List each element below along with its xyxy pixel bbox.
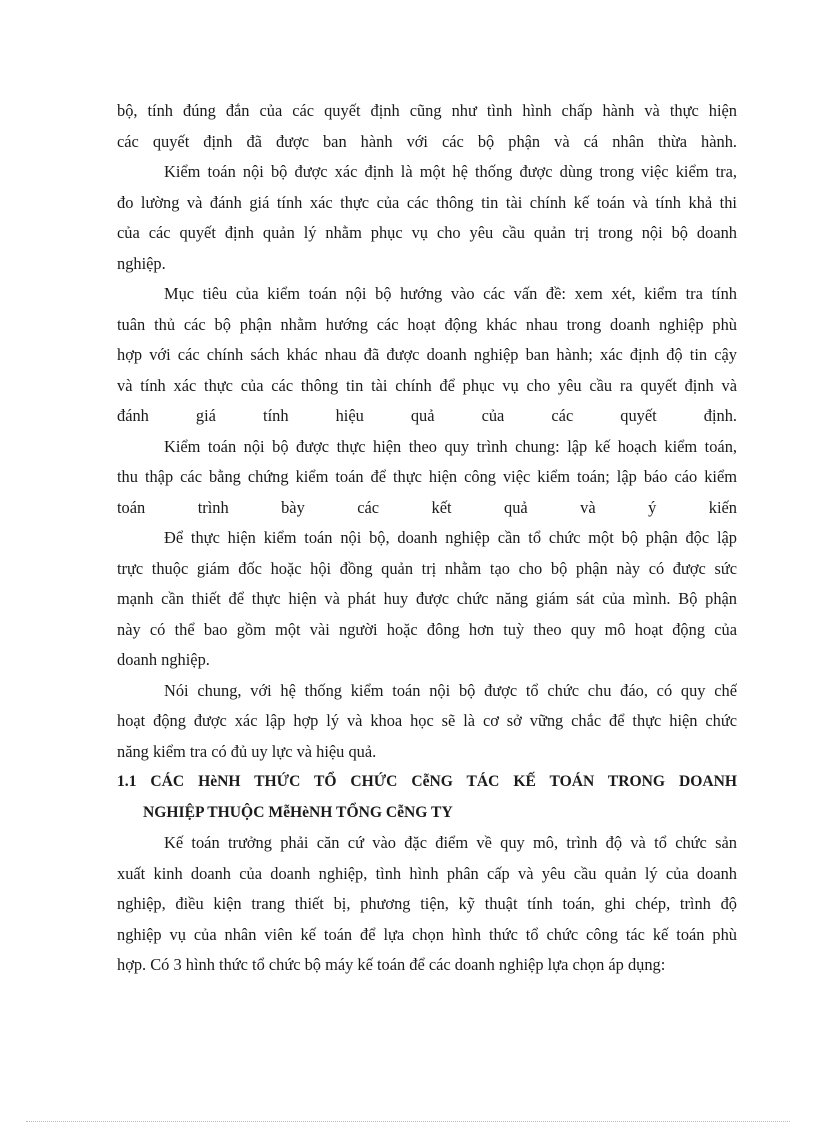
text-line: đánh giá tính hiệu quả của các quyết định.	[117, 406, 737, 425]
paragraph-internal-audit-definition	[117, 157, 737, 279]
text-line: xuất kinh doanh của doanh nghiệp, tình hình phân cấp và yêu cầu quản lý của doanh	[117, 863, 737, 883]
text-line: Mục tiêu của kiểm toán nội bộ hướng vào các vấn đề: xem xét, kiểm tra tính	[164, 284, 737, 303]
text-line: trực thuộc giám đốc hoặc hội đồng quản trị nhằm tạo cho bộ phận này có được sức	[117, 558, 737, 578]
text-line: tuân thủ các bộ phận nhằm hướng các hoạt động khác nhau trong doanh nghiệp phù	[117, 314, 737, 334]
heading-line: NGHIỆP THUỘC MễHèNH TỔNG CễNG TY	[143, 803, 453, 821]
section-heading	[117, 767, 737, 828]
paragraph-scope-continuation	[117, 96, 737, 157]
text-line: Kiểm toán nội bộ được thực hiện theo quy trình chung: lập kế hoạch kiểm toán,	[164, 436, 737, 456]
text-line: toán trình bày các kết quả và ý kiến	[117, 497, 737, 517]
text-line: đo lường và đánh giá tính xác thực của các thông tin tài chính kế toán và tính khả thi	[117, 192, 737, 212]
text-line: các quyết định đã được ban hành với các bộ phận và cá nhân thừa hành.	[117, 131, 737, 151]
text-line: bộ, tính đúng đắn của các quyết định cũng như tình hình chấp hành và thực hiện	[117, 101, 737, 120]
text-line: Kiểm toán nội bộ được xác định là một hệ thống được dùng trong việc kiểm tra,	[164, 162, 737, 181]
text-line: Để thực hiện kiểm toán nội bộ, doanh nghiệp cần tổ chức một bộ phận độc lập	[164, 528, 737, 547]
text-line: và tính xác thực của các thông tin tài chính để phục vụ cho yêu cầu ra quyết định và	[117, 375, 737, 395]
page-body	[117, 96, 737, 981]
text-line: thu thập các bằng chứng kiểm toán để thực hiện công việc kiểm toán; lập báo cáo kiểm	[117, 467, 737, 486]
text-line: mạnh cần thiết để thực hiện và phát huy được chức năng giám sát của mình. Bộ phận	[117, 589, 737, 608]
text-line: Nói chung, với hệ thống kiểm toán nội bộ được tổ chức chu đáo, có quy chế	[164, 680, 737, 700]
text-line: năng kiểm tra có đủ uy lực và hiệu quả.	[117, 741, 377, 761]
text-line: hoạt động được xác lập hợp lý và khoa học sẽ là cơ sở vững chắc để thực hiện chức	[117, 711, 737, 730]
text-line: này có thể bao gồm một vài người hoặc đông hơn tuỳ theo quy mô hoạt động của	[117, 619, 737, 639]
text-line: hợp với các chính sách khác nhau đã được doanh nghiệp ban hành; xác định độ tin cậy	[117, 345, 737, 364]
text-line: hợp. Có 3 hình thức tổ chức bộ máy kế toán để các doanh nghiệp lựa chọn áp dụng:	[117, 955, 666, 974]
text-line: Kế toán trưởng phải căn cứ vào đặc điểm về quy mô, trình độ và tổ chức sản	[164, 833, 737, 852]
paragraph-audit-department	[117, 523, 737, 676]
page-bottom-divider	[26, 1121, 790, 1122]
heading-line: 1.1 CÁC HèNH THỨC TỔ CHỨC CễNG TÁC KẾ TOÁN TRONG DOANH	[117, 773, 737, 790]
text-line: của các quyết định quản lý nhằm phục vụ cho yêu cầu quản trị trong nội bộ doanh	[117, 223, 737, 242]
text-line: nghiệp vụ của nhân viên kế toán để lựa chọn hình thức tổ chức công tác kế toán phù	[117, 924, 737, 944]
text-line: nghiệp.	[117, 253, 166, 273]
paragraph-chief-accountant	[117, 828, 737, 981]
text-line: doanh nghiệp.	[117, 650, 210, 669]
text-line: nghiệp, điều kiện trang thiết bị, phương tiện, kỹ thuật tính toán, ghi chép, trình độ	[117, 894, 737, 913]
paragraph-audit-process	[117, 432, 737, 524]
paragraph-summary	[117, 676, 737, 768]
paragraph-audit-objectives	[117, 279, 737, 432]
